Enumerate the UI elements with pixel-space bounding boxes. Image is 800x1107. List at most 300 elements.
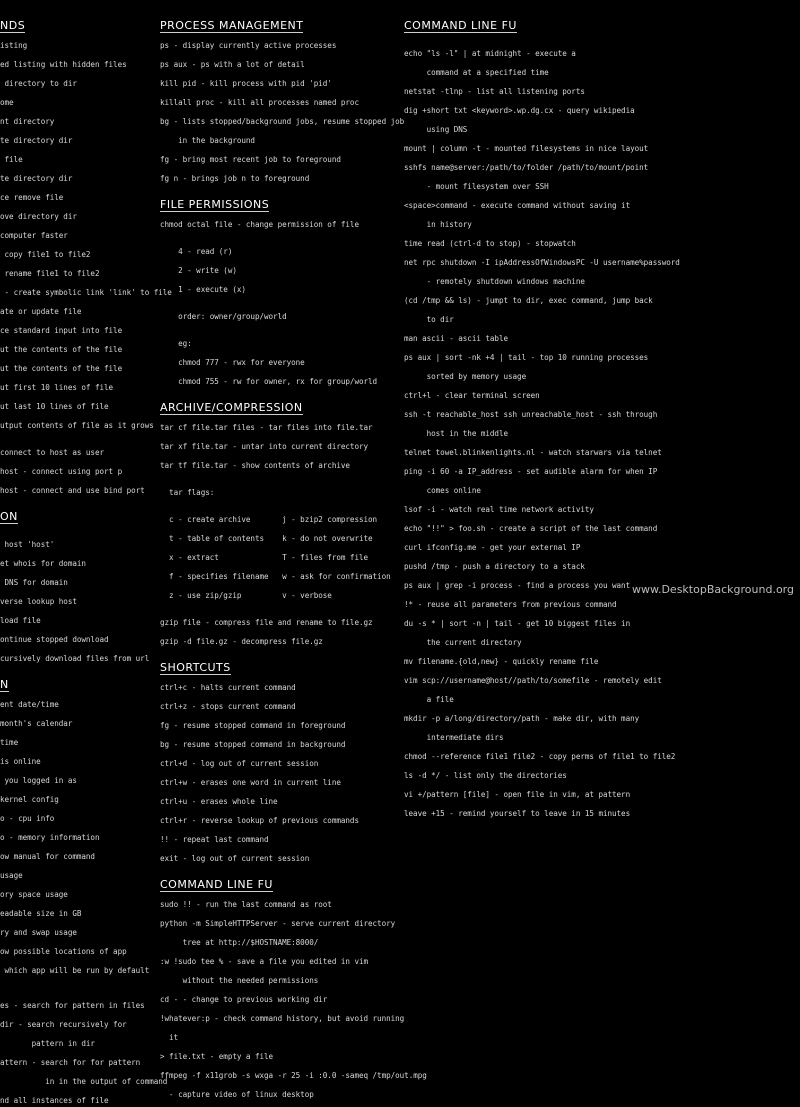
text-row xyxy=(160,507,396,526)
text-row xyxy=(160,128,396,147)
command-line-text: !* - reuse all parameters from previous command xyxy=(404,600,617,609)
command-line-text: lsof -i - watch real time network activity xyxy=(404,505,594,514)
command-line-text: usage xyxy=(0,871,23,880)
spacer xyxy=(160,388,396,396)
spacer xyxy=(160,185,396,193)
text-row xyxy=(0,844,150,863)
command-line-text: chmod octal file - change permission of file xyxy=(160,220,359,229)
command-line-text: !whatever:p - check command history, but avoid running xyxy=(160,1014,405,1023)
section-heading: COMMAND LINE FU xyxy=(404,19,517,32)
text-row xyxy=(0,551,150,570)
text-row xyxy=(0,730,150,749)
text-row xyxy=(404,440,794,459)
text-row xyxy=(0,280,172,299)
text-row xyxy=(404,326,794,345)
command-line-text: isting xyxy=(0,41,28,50)
command-line-text: time xyxy=(0,738,19,747)
text-row xyxy=(0,749,150,768)
command-line-text: time read (ctrl-d to stop) - stopwatch xyxy=(404,239,576,248)
command-line-text: gzip -d file.gz - decompress file.gz xyxy=(160,637,323,646)
text-row xyxy=(404,782,794,801)
command-line-text: leave +15 - remind yourself to leave in 15 minutes xyxy=(404,809,631,818)
command-line-text: ctrl+d - log out of current session xyxy=(160,759,319,768)
command-line-text: - create symbolic link 'link' to file xyxy=(0,288,172,297)
command-line-text: 4 - read (r) xyxy=(160,247,233,256)
spacer xyxy=(160,499,396,507)
text-row xyxy=(160,1063,427,1082)
heading-row xyxy=(160,656,396,675)
command-line-text: ffmpeg -f x11grob -s wxga -r 25 -i :0.0 -sameq /tmp/out.mpg xyxy=(160,1071,427,1080)
text-row xyxy=(404,288,794,307)
text-row xyxy=(160,629,396,648)
text-row xyxy=(404,79,794,98)
text-row xyxy=(404,744,794,763)
command-line-text: you logged in as xyxy=(0,776,77,785)
heading-row xyxy=(160,193,396,212)
text-row xyxy=(160,987,396,1006)
command-line-text: echo "ls -l" | at midnight - execute a xyxy=(404,49,576,58)
command-line-text: month's calendar xyxy=(0,719,73,728)
text-row xyxy=(0,920,150,939)
command-line-text: without the needed permissions xyxy=(160,976,319,985)
command-line-text: ed listing with hidden files xyxy=(0,60,127,69)
column-command-line-fu xyxy=(404,14,794,820)
text-row xyxy=(160,239,396,258)
text-row xyxy=(0,185,150,204)
text-row xyxy=(0,768,150,787)
text-row xyxy=(160,808,396,827)
spacer xyxy=(0,977,150,985)
command-line-text: ctrl+w - erases one word in current line xyxy=(160,778,341,787)
text-row xyxy=(0,394,150,413)
command-line-text: es - search for pattern in files xyxy=(0,1001,145,1010)
text-row xyxy=(160,545,396,564)
text-row xyxy=(160,526,396,545)
text-row xyxy=(0,806,150,825)
command-line-text: sshfs name@server:/path/to/folder /path/to/mount/point xyxy=(404,163,649,172)
text-row xyxy=(404,307,794,326)
text-row xyxy=(160,732,396,751)
text-row xyxy=(160,304,396,323)
text-row xyxy=(160,911,396,930)
command-line-text: 2 - write (w) xyxy=(160,266,237,275)
command-line-text: ut the contents of the file xyxy=(0,345,123,354)
text-row xyxy=(160,434,396,453)
command-line-text: telnet towel.blinkenlights.nl - watch starwars via telnet xyxy=(404,448,662,457)
command-line-text: f - specifies filename w - ask for confirmation xyxy=(160,572,391,581)
text-row xyxy=(160,827,396,846)
command-line-text: o - memory information xyxy=(0,833,100,842)
spacer xyxy=(160,472,396,480)
command-line-text: (cd /tmp && ls) - jumpt to dir, exec command, jump back xyxy=(404,296,653,305)
text-row xyxy=(0,478,150,497)
text-row xyxy=(0,711,150,730)
text-row xyxy=(160,770,396,789)
text-row xyxy=(0,33,150,52)
command-line-text: host - connect using port p xyxy=(0,467,123,476)
text-row xyxy=(0,1069,168,1088)
command-line-text: ce remove file xyxy=(0,193,64,202)
command-line-text: tar flags: xyxy=(160,488,215,497)
command-line-text: mkdir -p a/long/directory/path - make dir, with many xyxy=(404,714,640,723)
text-row xyxy=(404,60,794,79)
command-line-text: ow possible locations of app xyxy=(0,947,127,956)
command-line-text: tar tf file.tar - show contents of archive xyxy=(160,461,350,470)
text-row xyxy=(404,535,794,554)
text-row xyxy=(160,789,396,808)
text-row xyxy=(404,763,794,782)
spacer xyxy=(160,865,396,873)
command-line-text: 1 - execute (x) xyxy=(160,285,246,294)
command-line-text: ctrl+r - reverse lookup of previous commands xyxy=(160,816,359,825)
command-line-text: !! - repeat last command xyxy=(160,835,269,844)
command-line-text: ps aux | grep -i process - find a process you want xyxy=(404,581,631,590)
command-line-text: :w !sudo tee % - save a file you edited in vim xyxy=(160,957,369,966)
text-row xyxy=(160,277,396,296)
command-line-text: t - table of contents k - do not overwrite xyxy=(160,534,373,543)
command-line-text: command at a specified time xyxy=(404,68,549,77)
command-line-text: ctrl+z - stops current command xyxy=(160,702,296,711)
text-row xyxy=(160,369,396,388)
command-line-text: copy file1 to file2 xyxy=(0,250,91,259)
text-row xyxy=(0,375,150,394)
command-line-text: using DNS xyxy=(404,125,468,134)
command-line-text: o - cpu info xyxy=(0,814,55,823)
text-row xyxy=(160,480,396,499)
command-line-text: intermediate dirs xyxy=(404,733,504,742)
command-line-text: pattern in dir xyxy=(0,1039,95,1048)
spacer xyxy=(160,296,396,304)
command-line-text: > file.txt - empty a file xyxy=(160,1052,274,1061)
text-row xyxy=(404,250,794,269)
spacer xyxy=(0,665,150,673)
command-line-text: et whois for domain xyxy=(0,559,86,568)
heading-row xyxy=(404,14,794,33)
command-line-text: ontinue stopped download xyxy=(0,635,109,644)
text-row xyxy=(160,846,396,865)
text-row xyxy=(160,675,396,694)
command-line-text: ssh -t reachable_host ssh unreachable_host - ssh through xyxy=(404,410,658,419)
text-row xyxy=(0,440,150,459)
text-row xyxy=(160,331,396,350)
text-row xyxy=(0,71,150,90)
command-line-text: sorted by memory usage xyxy=(404,372,527,381)
text-row xyxy=(0,318,150,337)
command-line-text: load file xyxy=(0,616,41,625)
command-line-text: ctrl+l - clear terminal screen xyxy=(404,391,540,400)
text-row xyxy=(160,1025,396,1044)
text-row xyxy=(0,1012,150,1031)
command-line-text: ry and swap usage xyxy=(0,928,77,937)
command-line-text: ls -d */ - list only the directories xyxy=(404,771,567,780)
text-row xyxy=(160,1044,396,1063)
text-row xyxy=(404,611,794,630)
command-line-text: DNS for domain xyxy=(0,578,68,587)
command-line-text: dig +short txt <keyword>.wp.dg.cx - query wikipedia xyxy=(404,106,635,115)
command-line-text: mount | column -t - mounted filesystems in nice layout xyxy=(404,144,649,153)
text-row xyxy=(160,751,396,770)
command-line-text: cursively download files from url xyxy=(0,654,150,663)
command-line-text: ps aux - ps with a lot of detail xyxy=(160,60,305,69)
command-line-text: ps aux | sort -nk +4 | tail - top 10 running processes xyxy=(404,353,649,362)
command-line-text: c - create archive j - bzip2 compression xyxy=(160,515,378,524)
command-line-text: it xyxy=(160,1033,179,1042)
command-line-text: man ascii - ascii table xyxy=(404,334,509,343)
text-row xyxy=(0,787,150,806)
text-row xyxy=(0,52,150,71)
spacer xyxy=(160,648,396,656)
text-row xyxy=(404,725,794,744)
command-line-text: ut first 10 lines of file xyxy=(0,383,114,392)
heading-row xyxy=(160,873,396,892)
text-row xyxy=(0,337,150,356)
text-row xyxy=(160,968,396,987)
text-row xyxy=(160,71,396,90)
text-row xyxy=(0,1088,150,1107)
command-line-text: du -s * | sort -n | tail - get 10 biggest files in xyxy=(404,619,631,628)
command-line-text: netstat -tlnp - list all listening ports xyxy=(404,87,585,96)
command-line-text: eg: xyxy=(160,339,192,348)
command-line-text: chmod --reference file1 file2 - copy perms of file1 to file2 xyxy=(404,752,676,761)
command-line-text: computer faster xyxy=(0,231,68,240)
heading-row xyxy=(0,505,150,524)
heading-row xyxy=(160,396,396,415)
text-row xyxy=(0,939,150,958)
heading-row xyxy=(160,14,396,33)
text-row xyxy=(0,204,150,223)
text-row xyxy=(160,258,396,277)
command-line-text: python -m SimpleHTTPServer - serve current directory xyxy=(160,919,396,928)
text-row xyxy=(160,453,396,472)
command-line-text: ut last 10 lines of file xyxy=(0,402,109,411)
command-line-text: dir - search recursively for xyxy=(0,1020,127,1029)
column-process-management xyxy=(160,14,427,1101)
command-line-text: net rpc shutdown -I ipAddressOfWindowsPC -U username%password xyxy=(404,258,680,267)
text-row xyxy=(0,825,150,844)
text-row xyxy=(0,242,150,261)
text-row xyxy=(0,882,150,901)
text-row xyxy=(404,801,794,820)
section-heading: N xyxy=(0,678,9,691)
text-row xyxy=(160,564,396,583)
command-line-text: cd - - change to previous working dir xyxy=(160,995,328,1004)
command-line-text: which app will be run by default xyxy=(0,966,150,975)
text-row xyxy=(404,687,794,706)
text-row xyxy=(0,223,150,242)
text-row xyxy=(0,589,150,608)
text-row xyxy=(404,497,794,516)
text-row xyxy=(404,516,794,535)
command-line-text: chmod 755 - rw for owner, rx for group/world xyxy=(160,377,378,386)
command-line-text: the current directory xyxy=(404,638,522,647)
text-row xyxy=(0,1031,150,1050)
command-line-text: vim scp://username@host//path/to/somefile - remotely edit xyxy=(404,676,662,685)
heading-row xyxy=(0,14,150,33)
command-line-text: pushd /tmp - push a directory to a stack xyxy=(404,562,585,571)
spacer xyxy=(160,231,396,239)
command-line-text: vi +/pattern [file] - open file in vim, at pattern xyxy=(404,790,631,799)
text-row xyxy=(404,231,794,250)
command-line-text: order: owner/group/world xyxy=(160,312,287,321)
command-line-text: in the background xyxy=(160,136,255,145)
text-row xyxy=(160,415,396,434)
heading-row xyxy=(0,673,150,692)
command-line-text: a file xyxy=(404,695,454,704)
command-line-text: is online xyxy=(0,757,41,766)
command-line-text: fg n - brings job n to foreground xyxy=(160,174,310,183)
text-row xyxy=(404,193,794,212)
text-row xyxy=(0,90,150,109)
text-row xyxy=(404,706,794,725)
command-line-text: ent date/time xyxy=(0,700,59,709)
text-row xyxy=(160,949,396,968)
spacer xyxy=(0,497,150,505)
command-line-text: - remotely shutdown windows machine xyxy=(404,277,585,286)
text-row xyxy=(0,570,150,589)
command-line-text: in in the output of command xyxy=(0,1077,168,1086)
command-line-text: ps - display currently active processes xyxy=(160,41,337,50)
text-row xyxy=(0,356,150,375)
command-line-text: exit - log out of current session xyxy=(160,854,310,863)
column-basic-commands xyxy=(0,14,172,1107)
text-row xyxy=(404,459,794,478)
text-row xyxy=(0,958,150,977)
spacer xyxy=(404,33,794,41)
command-line-text: bg - resume stopped command in background xyxy=(160,740,346,749)
command-line-text: ate or update file xyxy=(0,307,82,316)
text-row xyxy=(160,350,396,369)
section-heading: PROCESS MANAGEMENT xyxy=(160,19,304,32)
spacer xyxy=(160,602,396,610)
command-line-text: comes online xyxy=(404,486,481,495)
text-row xyxy=(404,212,794,231)
command-line-text: tar xf file.tar - untar into current directory xyxy=(160,442,369,451)
command-line-text: ping -i 60 -a IP_address - set audible alarm for when IP xyxy=(404,467,658,476)
text-row xyxy=(404,668,794,687)
command-line-text: echo "!!" > foo.sh - create a script of the last command xyxy=(404,524,658,533)
command-line-text: kill pid - kill process with pid 'pid' xyxy=(160,79,332,88)
spacer xyxy=(0,985,150,993)
text-row xyxy=(404,174,794,193)
text-row xyxy=(0,692,150,711)
text-row xyxy=(160,109,405,128)
text-row xyxy=(404,421,794,440)
text-row xyxy=(160,930,396,949)
text-row xyxy=(0,901,150,920)
text-row xyxy=(0,166,150,185)
command-line-text: killall proc - kill all processes named proc xyxy=(160,98,359,107)
text-row xyxy=(0,1050,150,1069)
command-line-text: attern - search for for pattern xyxy=(0,1058,141,1067)
command-line-text: sudo !! - run the last command as root xyxy=(160,900,332,909)
command-line-text: verse lookup host xyxy=(0,597,77,606)
section-heading: FILE PERMISSIONS xyxy=(160,198,270,211)
command-line-text: ory space usage xyxy=(0,890,68,899)
command-line-text: in history xyxy=(404,220,472,229)
command-line-text: te directory dir xyxy=(0,174,73,183)
command-line-text: ome xyxy=(0,98,14,107)
text-row xyxy=(404,402,794,421)
text-row xyxy=(160,583,396,602)
text-row xyxy=(404,478,794,497)
text-row xyxy=(404,554,794,573)
command-line-text: file xyxy=(0,155,23,164)
command-line-text: chmod 777 - rwx for everyone xyxy=(160,358,305,367)
command-line-text: fg - bring most recent job to foreground xyxy=(160,155,341,164)
text-row xyxy=(160,1006,405,1025)
text-row xyxy=(404,269,794,288)
command-line-text: host - connect and use bind port xyxy=(0,486,145,495)
section-heading: NDS xyxy=(0,19,26,32)
spacer xyxy=(0,432,150,440)
text-row xyxy=(160,33,396,52)
command-line-text: - capture video of linux desktop xyxy=(160,1090,314,1099)
command-line-text: host 'host' xyxy=(0,540,55,549)
command-line-text: curl ifconfig.me - get your external IP xyxy=(404,543,581,552)
command-line-text: tree at http://$HOSTNAME:8000/ xyxy=(160,938,319,947)
text-row xyxy=(0,299,150,318)
text-row xyxy=(0,147,150,166)
command-line-text: fg - resume stopped command in foreground xyxy=(160,721,346,730)
watermark-text: www.DesktopBackground.org xyxy=(631,583,794,596)
text-row xyxy=(160,90,396,109)
text-row xyxy=(0,646,150,665)
text-row xyxy=(404,649,794,668)
text-row xyxy=(0,627,150,646)
text-row xyxy=(404,630,794,649)
text-row xyxy=(404,98,794,117)
text-row xyxy=(0,608,150,627)
text-row xyxy=(160,166,396,185)
command-line-text: eadable size in GB xyxy=(0,909,82,918)
text-row xyxy=(0,413,154,432)
text-row xyxy=(0,993,150,1012)
command-line-text: bg - lists stopped/background jobs, resume stopped job xyxy=(160,117,405,126)
text-row xyxy=(404,383,794,402)
command-line-text: ctrl+c - halts current command xyxy=(160,683,296,692)
text-row xyxy=(160,52,396,71)
command-line-text: nt directory xyxy=(0,117,55,126)
command-line-text: tar cf file.tar files - tar files into file.tar xyxy=(160,423,373,432)
text-row xyxy=(404,364,794,383)
command-line-text: connect to host as user xyxy=(0,448,105,457)
command-line-text: ce standard input into file xyxy=(0,326,123,335)
command-line-text: nd all instances of file xyxy=(0,1096,109,1105)
spacer xyxy=(160,323,396,331)
text-row xyxy=(404,155,794,174)
section-heading: SHORTCUTS xyxy=(160,661,231,674)
spacer xyxy=(0,524,150,532)
text-row xyxy=(160,147,396,166)
text-row xyxy=(160,892,396,911)
command-line-text: to dir xyxy=(404,315,454,324)
text-row xyxy=(160,212,396,231)
command-line-text: utput contents of file as it grows xyxy=(0,421,154,430)
text-row xyxy=(0,109,150,128)
text-row xyxy=(160,694,396,713)
command-line-text: gzip file - compress file and rename to file.gz xyxy=(160,618,373,627)
text-row xyxy=(160,713,396,732)
command-line-text: x - extract T - files from file xyxy=(160,553,369,562)
section-heading: COMMAND LINE FU xyxy=(160,878,273,891)
text-row xyxy=(404,117,794,136)
section-heading: ON xyxy=(0,510,18,523)
text-row xyxy=(404,345,794,364)
command-line-text: ctrl+u - erases whole line xyxy=(160,797,278,806)
command-line-text: <space>command - execute command without saving it xyxy=(404,201,631,210)
text-row xyxy=(160,1082,396,1101)
command-line-text: - mount filesystem over SSH xyxy=(404,182,549,191)
